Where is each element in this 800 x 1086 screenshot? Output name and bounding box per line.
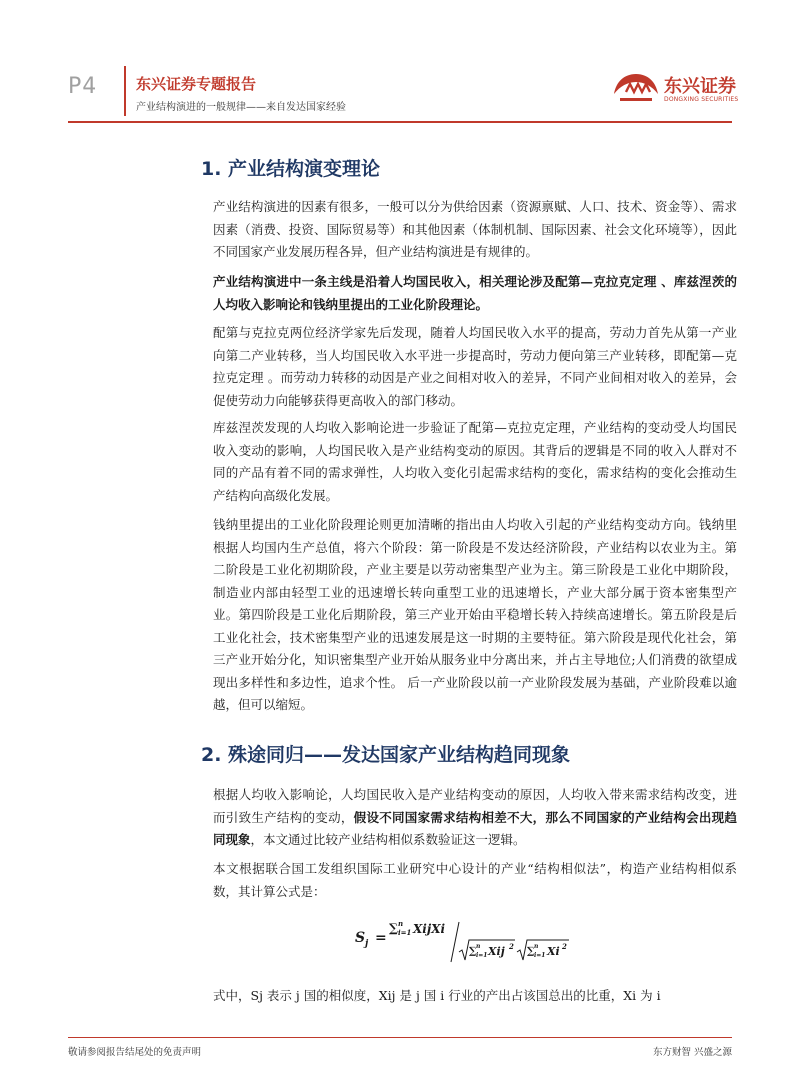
formula-lhs-sub: j — [365, 939, 369, 949]
footer-disclaimer: 敬请参阅报告结尾处的免责声明 — [68, 1047, 202, 1058]
report-subtitle: 产业结构演进的一般规律——来自发达国家经验 — [136, 102, 346, 113]
formula-den1-sub: i=1 — [476, 952, 488, 959]
formula-num-sup: n — [398, 919, 404, 928]
formula-den2-sup: n — [534, 943, 539, 950]
formula-den1-sup: n — [476, 943, 481, 950]
section-2-paragraph-3: 式中，Sj 表示 j 国的相似度，Xij 是 j 国 i 行业的产出占该国总出的比重，Xi 为 i — [213, 988, 661, 1003]
section-1-paragraph-2: 产业结构演进中一条主线是沿着人均国民收入，相关理论涉及配第—克拉克定理 、库兹涅茨的人均收入影响论和钱纳里提出的工业化阶段理论。 — [213, 274, 737, 312]
section-1-paragraph-5: 钱纳里提出的工业化阶段理论则更加清晰的指出由人均收入引起的产业结构变动方向。钱纳里根据人均国内生产总值，将六个阶段：第一阶段是不发达经济阶段，产业结构以农业为主。第二阶段是工业化初期阶段，产业主要是以劳动密集型产业为主。第三阶段是工业化中期阶段，制造业内部由轻型工业的迅速增长转向重型工业的迅速增长，产业大部分属于资本密集型产业。第四阶段是工业化后期阶段，第三产业开始由平稳增长转入持续高速增长。第五阶段是后工业化社会，技术密集型产业的迅速发展是这一时期的主要特征。第六阶段是现代化社会，第三产业开始分化，知识密集型产业开始从服务业中分离出来，并占主导地位;人们消费的欲望成现出多样性和多边性，追求个性。 后一产业阶段以前一产业阶段发展为基础，产业阶段难以逾越，但可以缩短。 — [213, 517, 737, 712]
section-2-paragraph-1-text-c: ，本文通过比较产业结构相似系数验证这一逻辑。 — [250, 832, 526, 847]
similarity-formula — [355, 918, 595, 966]
header-divider — [124, 66, 126, 116]
formula-den2-sigma: ∑ — [527, 946, 535, 957]
section-1-paragraph-3: 配第与克拉克两位经济学家先后发现，随着人均国民收入水平的提高，劳动力首先从第一产业向第二产业转移，当人均国民收入水平进一步提高时，劳动力便向第三产业转移，即配第—克拉克定理 。而劳动力转移的动因是产业之间相对收入的差异，不同产业间相对收入的差异，会促使劳动力向能够获得更高收入的部门移动。 — [213, 325, 737, 408]
section-1-heading: 1. 产业结构演变理论 — [201, 158, 381, 180]
section-1-paragraph-4: 库兹涅茨发现的人均收入影响论进一步验证了配第—克拉克定理，产业结构的变动受人均国民收入变动的影响，人均国民收入是产业结构变动的原因。其背后的逻辑是不同的收入人群对不同的产品有着不同的需求弹性，人均收入变化引起需求结构的变化，需求结构的变化会推动生产结构向高级化发展。 — [213, 420, 737, 503]
section-2-paragraph-1 — [213, 784, 737, 852]
section-2-heading: 2. 殊途同归——发达国家产业结构趋同现象 — [201, 744, 571, 766]
formula-num-sub: i=1 — [398, 928, 412, 937]
report-title: 东兴证券专题报告 — [136, 75, 257, 93]
section-2-paragraph-2: 本文根据联合国工发组织国际工业研究中心设计的产业“结构相似法”，构造产业结构相似系数，其计算公式是： — [213, 861, 737, 899]
header-rule — [68, 121, 732, 123]
company-logo-name: 东兴证券 — [664, 76, 736, 97]
formula-equals: = — [375, 930, 387, 946]
formula-num-sigma: ∑ — [389, 921, 399, 935]
formula-den1-sigma: ∑ — [469, 946, 477, 957]
page-number: P4 — [68, 74, 98, 99]
company-logo-english: DONGXING SECURITIES — [664, 96, 739, 103]
company-logo-icon — [612, 72, 660, 106]
formula-num-body: XijXi — [413, 922, 446, 936]
formula-den1-sq: 2 — [509, 942, 514, 951]
formula-den2-body: Xi — [547, 945, 560, 958]
footer-slogan: 东方财智 兴盛之源 — [652, 1047, 732, 1058]
section-2-paragraph-1-text-a: 根据人均收入影响论，人均国民收入是产业结构变动的原因，人均收入带来需求结构改变，进而引致生产结构的变动， — [213, 787, 737, 825]
page-header — [0, 0, 800, 120]
section-2-paragraph-1-bold: 假设不同国家需求结构相差不大，那么不同国家的产业结构会出现趋同现象 — [213, 809, 737, 847]
section-1-paragraph-1: 产业结构演进的因素有很多，一般可以分为供给因素（资源禀赋、人口、技术、资金等）、需求因素（消费、投资、国际贸易等）和其他因素（体制机制、国际因素、社会文化环境等），因此不同国家产业发展历程各异，但产业结构演进是有规律的。 — [213, 199, 737, 259]
formula-den2-sq: 2 — [562, 942, 567, 951]
formula-lhs: S — [355, 930, 366, 946]
footer-rule — [68, 1037, 732, 1038]
formula-den1-body: Xij — [488, 945, 505, 958]
formula-den2-sub: i=1 — [534, 952, 546, 959]
